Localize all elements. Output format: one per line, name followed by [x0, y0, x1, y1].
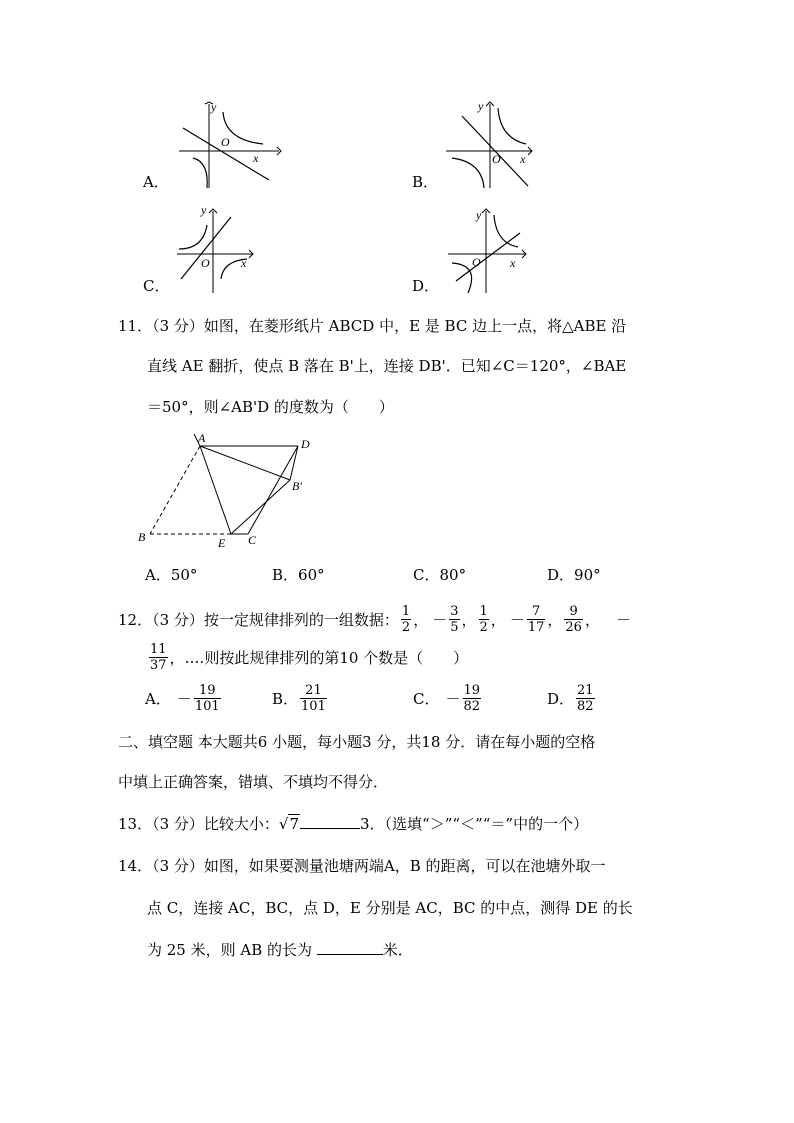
seq-5: $\frac{9}{26}$ — [565, 603, 582, 635]
q14-answer-blank[interactable] — [317, 954, 383, 955]
o-label: O — [492, 152, 501, 166]
q12-option-a: A． － $\frac{19}{101}$ — [145, 682, 220, 714]
seq-4: $\frac{7}{17}$ — [527, 603, 545, 635]
graph-d — [442, 203, 552, 295]
seq-1: $\frac{1}{2}$ — [401, 603, 411, 635]
q11-rhombus-figure — [134, 428, 324, 550]
q12-option-b: B． $\frac{21}{101}$ — [272, 682, 326, 714]
q13-answer-blank[interactable] — [300, 828, 360, 829]
label-bprime: B′ — [292, 479, 302, 493]
label-a: A — [198, 431, 206, 445]
sqrt-seven: √7 — [278, 815, 300, 833]
graph-c — [173, 203, 283, 295]
seq-6: $\frac{11}{37}$ — [150, 641, 167, 673]
q11-option-d: D．90° — [547, 566, 601, 584]
x-label: x — [510, 256, 516, 270]
q10-option-c — [143, 203, 283, 295]
y-label: y — [478, 100, 484, 113]
option-label: A． — [143, 173, 169, 191]
q13-prefix: 13．（3 分）比较大小： — [118, 815, 279, 833]
q11-line1: 11．（3 分）如图，在菱形纸片 ABCD 中，E 是 BC 边上一点，将△ABE 沿 — [118, 317, 627, 335]
y-label: y — [211, 100, 217, 114]
y-label: y — [201, 203, 207, 217]
q12-line2 — [147, 638, 468, 676]
seq-3: $\frac{1}{2}$ — [479, 603, 488, 635]
option-label: B． — [412, 173, 439, 191]
q12-option-d: D． $\frac{21}{82}$ — [547, 682, 594, 714]
q14-line1: 14．（3 分）如图，如果要测量池塘两端A，B 的距离，可以在池塘外取一 — [118, 857, 606, 875]
seq-4-sign: － — [509, 610, 525, 629]
x-label: x — [520, 152, 526, 166]
seq-2-sign: － — [432, 610, 448, 629]
q11-option-b: B．60° — [272, 566, 325, 584]
graph-b — [442, 100, 552, 192]
x-label: x — [241, 256, 247, 270]
q10-option-b — [412, 100, 552, 192]
q10-option-a — [143, 100, 283, 192]
q14-line3: 为 25 米，则 AB 的长为 米． — [147, 941, 413, 959]
section2-line2: 中填上正确答案，错填、不填均不得分． — [118, 773, 389, 791]
x-label: x — [253, 151, 259, 165]
q11-option-c: C．80° — [413, 566, 467, 584]
y-label: y — [476, 208, 482, 222]
option-label: C． — [143, 277, 170, 295]
q11-line2: 直线 AE 翻折，使点 B 落在 B'上，连接 DB'．已知∠C＝120°，∠BAE — [147, 357, 627, 375]
q13-after: 3．（选填“＞”“＜”“＝”中的一个） — [360, 815, 589, 833]
label-d: D — [301, 437, 310, 451]
o-label: O — [472, 255, 481, 269]
q12-prefix: 12．（3 分）按一定规律排列的一组数据： — [118, 610, 399, 629]
seq-2: $\frac{3}{5}$ — [450, 603, 459, 635]
q11-line3: ＝50°，则∠AB'D 的度数为（ ） — [147, 398, 394, 416]
q12-line1: 12．（3 分）按一定规律排列的一组数据： $\frac{1}{2}$ ， － $\frac{3}{5}$ ， $\frac{1}{2}$ ， － $\frac{7}{17}$ ， $\frac{9}{26}$ ， － — [118, 603, 631, 635]
graph-a — [173, 100, 283, 192]
label-c: C — [248, 533, 257, 547]
q14-line2: 点 C，连接 AC，BC，点 D，E 分别是 AC，BC 的中点，测得 DE 的长 — [147, 899, 633, 917]
q12-option-c: C． － $\frac{19}{82}$ — [413, 682, 481, 714]
o-label: O — [201, 256, 210, 270]
q13-line — [118, 814, 588, 834]
label-b: B — [138, 530, 146, 544]
q10-option-d — [412, 203, 552, 295]
label-e: E — [218, 536, 226, 550]
q11-option-a: A．50° — [145, 566, 198, 584]
seq-6-sign: － — [615, 610, 631, 629]
option-label: D． — [412, 277, 440, 295]
q12-suffix: ，….则按此规律排列的第10 个数是（ ） — [169, 648, 469, 667]
section2-line1: 二、填空题 本大题共6 小题，每小题3 分，共18 分．请在每小题的空格 — [118, 733, 596, 751]
o-label: O — [221, 135, 230, 149]
